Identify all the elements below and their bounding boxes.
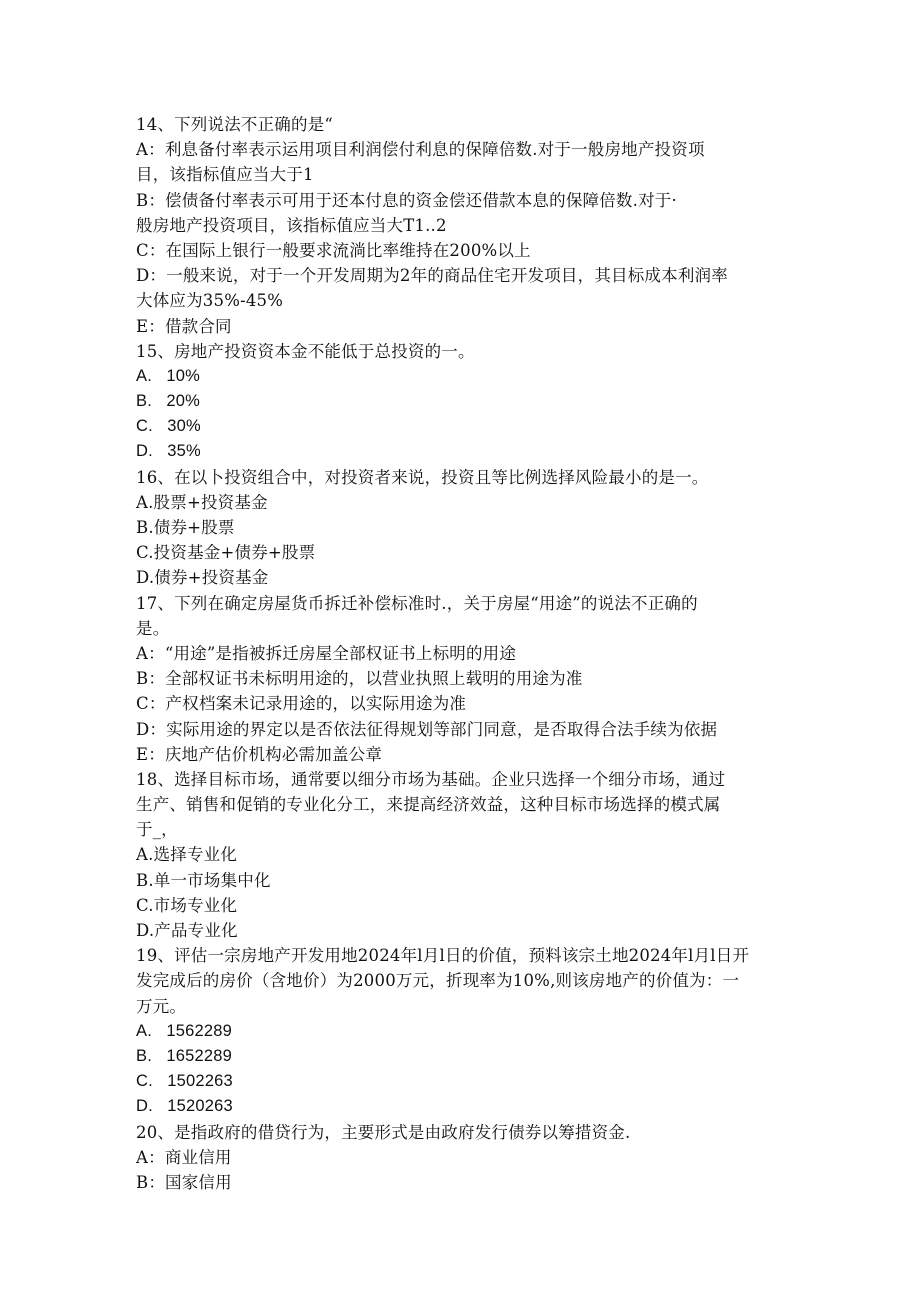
question-14-option-d-line2: 大体应为35%-45% bbox=[136, 291, 284, 311]
question-14-option-a-line2: 目，该指标值应当大于1 bbox=[136, 165, 314, 185]
question-14-option-c: C：在国际上银行一般要求流淌比率维持在200%以上 bbox=[136, 240, 531, 260]
question-20-title: 20、是指政府的借贷行为，主要形式是由政府发行债券以筹措资金. bbox=[136, 1122, 631, 1142]
question-16-title: 16、在以卜投资组合中，对投资者来说，投资且等比例选择风险最小的是一。 bbox=[136, 467, 709, 487]
question-15-option-d: D. 35% bbox=[136, 442, 201, 461]
question-16-option-d: D.债券+投资基金 bbox=[136, 568, 269, 588]
document-body bbox=[136, 112, 796, 1195]
question-17-option-b: B：全部权证书未标明用途的，以营业执照上载明的用途为准 bbox=[136, 669, 583, 689]
question-17-title-line2: 是。 bbox=[136, 618, 170, 638]
question-18-option-a: A.选择专业化 bbox=[136, 845, 238, 865]
question-16-option-c: C.投资基金+债券+股票 bbox=[136, 543, 316, 563]
question-15-title: 15、房地产投资资本金不能低于总投资的一。 bbox=[136, 341, 475, 361]
question-19-option-d: D. 1520263 bbox=[136, 1097, 233, 1116]
question-15-option-a: A. 10% bbox=[136, 366, 200, 385]
question-18-title-line1: 18、选择目标市场，通常要以细分市场为基础。企业只选择一个细分市场，通过 bbox=[136, 769, 726, 789]
question-14-option-a-line1: A：利息备付率表示运用项目利润偿付利息的保障倍数.对于一般房地产投资项 bbox=[136, 140, 705, 160]
question-19-title-line2: 发完成后的房价（含地价）为2000万元，折现率为10%,则该房地产的价值为：一 bbox=[136, 971, 740, 991]
question-19-title-line3: 万元。 bbox=[136, 996, 187, 1016]
question-15-option-c: C. 30% bbox=[136, 417, 201, 436]
question-16-option-b: B.债券+股票 bbox=[136, 518, 235, 537]
question-19-option-a: A. 1562289 bbox=[136, 1021, 232, 1040]
question-18-title-line2: 生产、销售和促销的专业化分工，来提高经济效益，这种目标市场选择的模式属 bbox=[136, 795, 721, 815]
question-20-option-a: A：商业信用 bbox=[136, 1147, 232, 1167]
question-14-title: 14、下列说法不正确的是“ bbox=[136, 115, 334, 134]
question-18-title-line3: 于_， bbox=[136, 820, 178, 840]
question-20-option-b: B：国家信用 bbox=[136, 1172, 232, 1192]
question-19-option-c: C. 1502263 bbox=[136, 1072, 233, 1091]
question-17-title-line1: 17、下列在确定房屋货币拆迁补偿标准时.，关于房屋“用途”的说法不正确的 bbox=[136, 593, 698, 613]
question-17-option-d: D：实际用途的界定以是否依法征得规划等部门同意，是否取得合法手续为依据 bbox=[136, 719, 718, 739]
question-14-option-d-line1: D：一般来说，对于一个开发周期为2年的商品住宅开发项目，其目标成本利润率 bbox=[136, 266, 728, 286]
question-18-option-b: B.单一市场集中化 bbox=[136, 870, 271, 890]
question-19-title-line1: 19、评估一宗房地产开发用地2024年l月l日的价值，预料该宗土地2024年l月l日开 bbox=[136, 946, 750, 966]
question-15-option-b: B. 20% bbox=[136, 392, 200, 411]
question-19-option-b: B. 1652289 bbox=[136, 1046, 232, 1065]
question-14-option-b-line1: B：偿债备付率表示可用于还本付息的资金偿还借款本息的保障倍数.对于· bbox=[136, 190, 677, 210]
question-14-option-b-line2: 般房地产投资项目，该指标值应当大T1..2 bbox=[136, 215, 447, 235]
question-14-option-e: E：借款合同 bbox=[136, 316, 232, 336]
question-18-option-c: C.市场专业化 bbox=[136, 895, 238, 915]
question-18-option-d: D.产品专业化 bbox=[136, 921, 238, 940]
question-17-option-c: C：产权档案未记录用途的，以实际用途为准 bbox=[136, 694, 467, 714]
question-17-option-a: A：“用途”是指被拆迁房屋全部权证书上标明的用途 bbox=[136, 643, 517, 663]
question-16-option-a: A.股票+投资基金 bbox=[136, 492, 268, 512]
question-17-option-e: E：庆地产估价机构必需加盖公章 bbox=[136, 744, 383, 764]
